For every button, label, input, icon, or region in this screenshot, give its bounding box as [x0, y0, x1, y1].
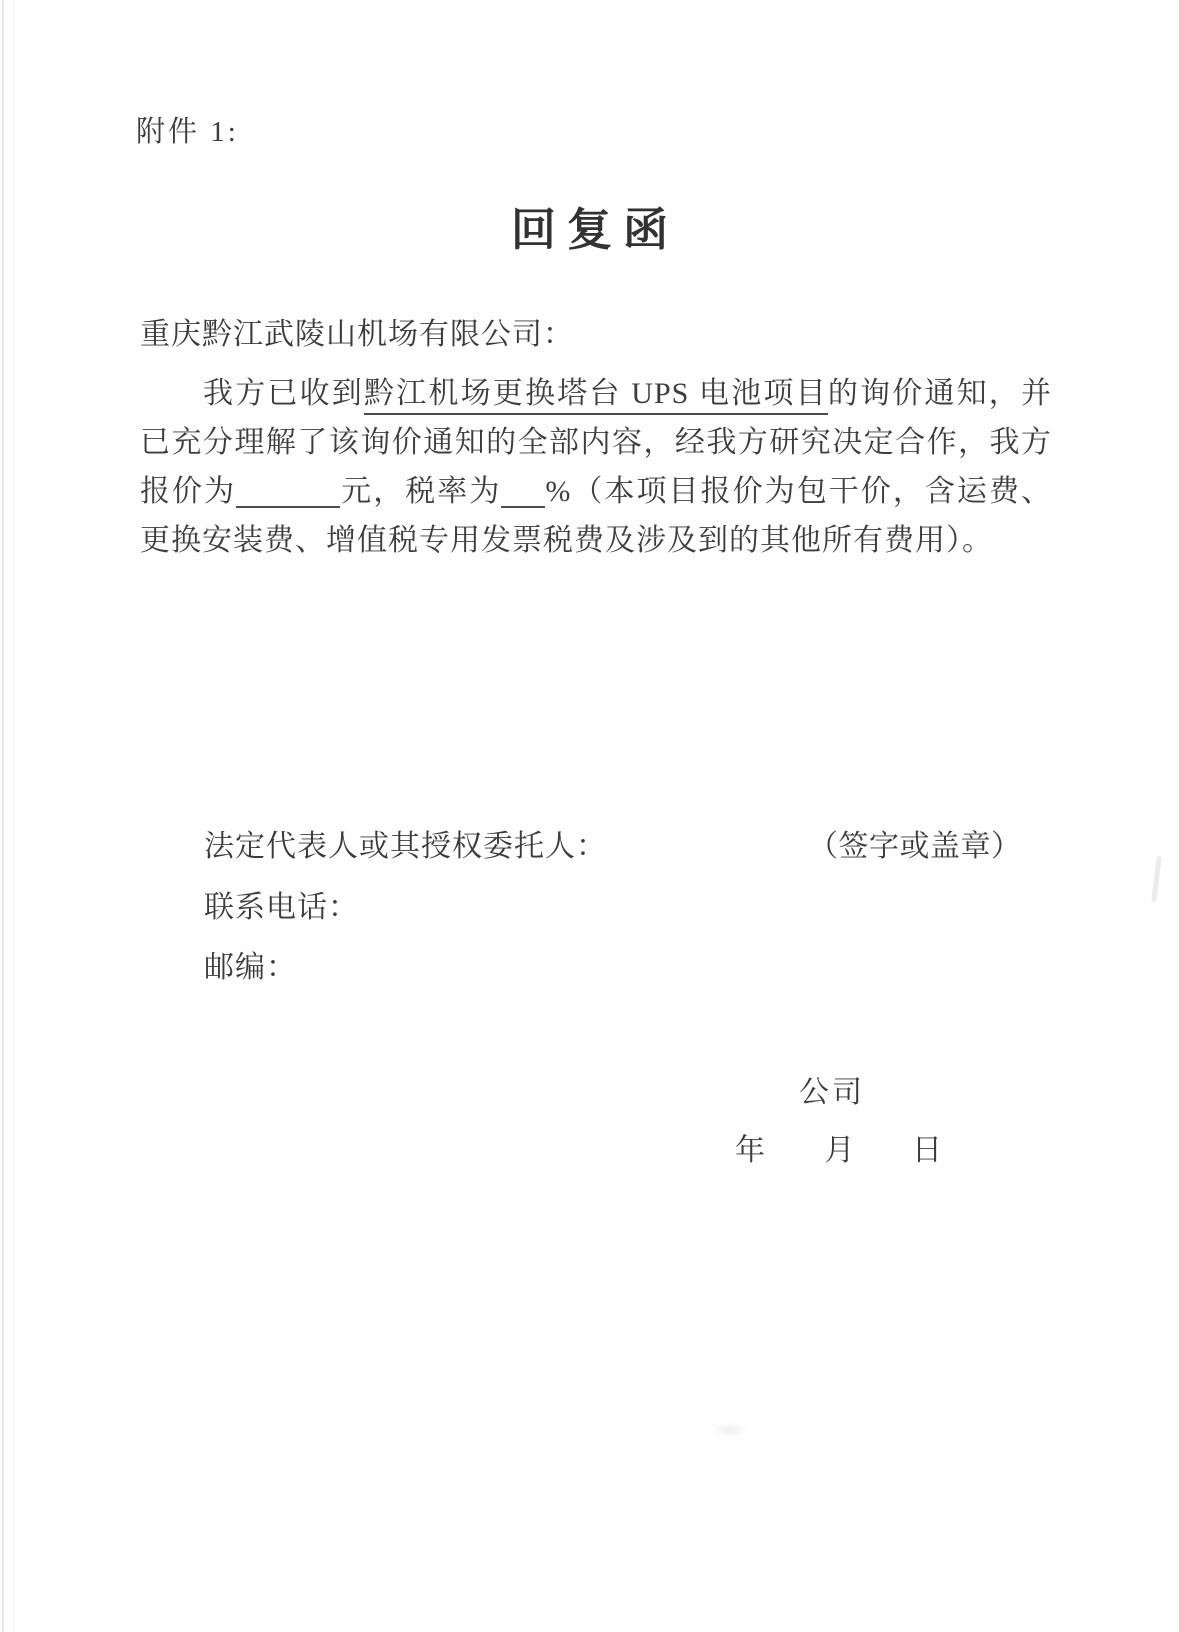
quote-price-label: 报价为: [140, 475, 237, 508]
project-name-underlined: 黔江机场更换塔台 UPS 电池项目: [364, 377, 828, 415]
document-title: 回复函: [510, 205, 679, 255]
body-line-4: 更换安装费、增值税专用发票税费及涉及到的其他所有费用）。: [140, 524, 993, 557]
body-line1-pre: 我方已收到: [203, 377, 364, 410]
tax-rate-label: 元，税率为: [340, 475, 502, 508]
body-line-2: 已充分理解了该询价通知的全部内容，经我方研究决定合作，我方: [140, 426, 1052, 459]
date-year-label: 年: [735, 1134, 765, 1167]
body-line3-tail: %（本项目报价为包干价，含运费、: [545, 475, 1052, 508]
scan-smudge-artifact: [1151, 856, 1162, 902]
legal-representative-label: 法定代表人或其授权委托人：: [204, 830, 607, 863]
body-paragraph: [140, 369, 1052, 565]
scan-smudge-artifact-bottom: [712, 1422, 748, 1438]
date-month-label: 月: [824, 1134, 855, 1167]
postal-code-label: 邮编：: [204, 951, 297, 984]
attachment-label: 附件 1:: [136, 116, 239, 148]
phone-label: 联系电话：: [204, 891, 359, 924]
sign-or-seal-note: （签字或盖章）: [808, 830, 1022, 863]
body-line-3: [140, 467, 1052, 516]
company-suffix: 公司: [799, 1076, 865, 1109]
tax-rate-blank-field: [501, 472, 545, 508]
date-line: [735, 1132, 942, 1170]
body-line-1: [140, 369, 1052, 418]
price-blank-field: [236, 472, 340, 508]
body-line1-post: 的询价通知，并: [827, 377, 1053, 410]
recipient-line: 重庆黔江武陵山机场有限公司：: [140, 318, 574, 351]
date-day-label: 日: [912, 1134, 942, 1167]
